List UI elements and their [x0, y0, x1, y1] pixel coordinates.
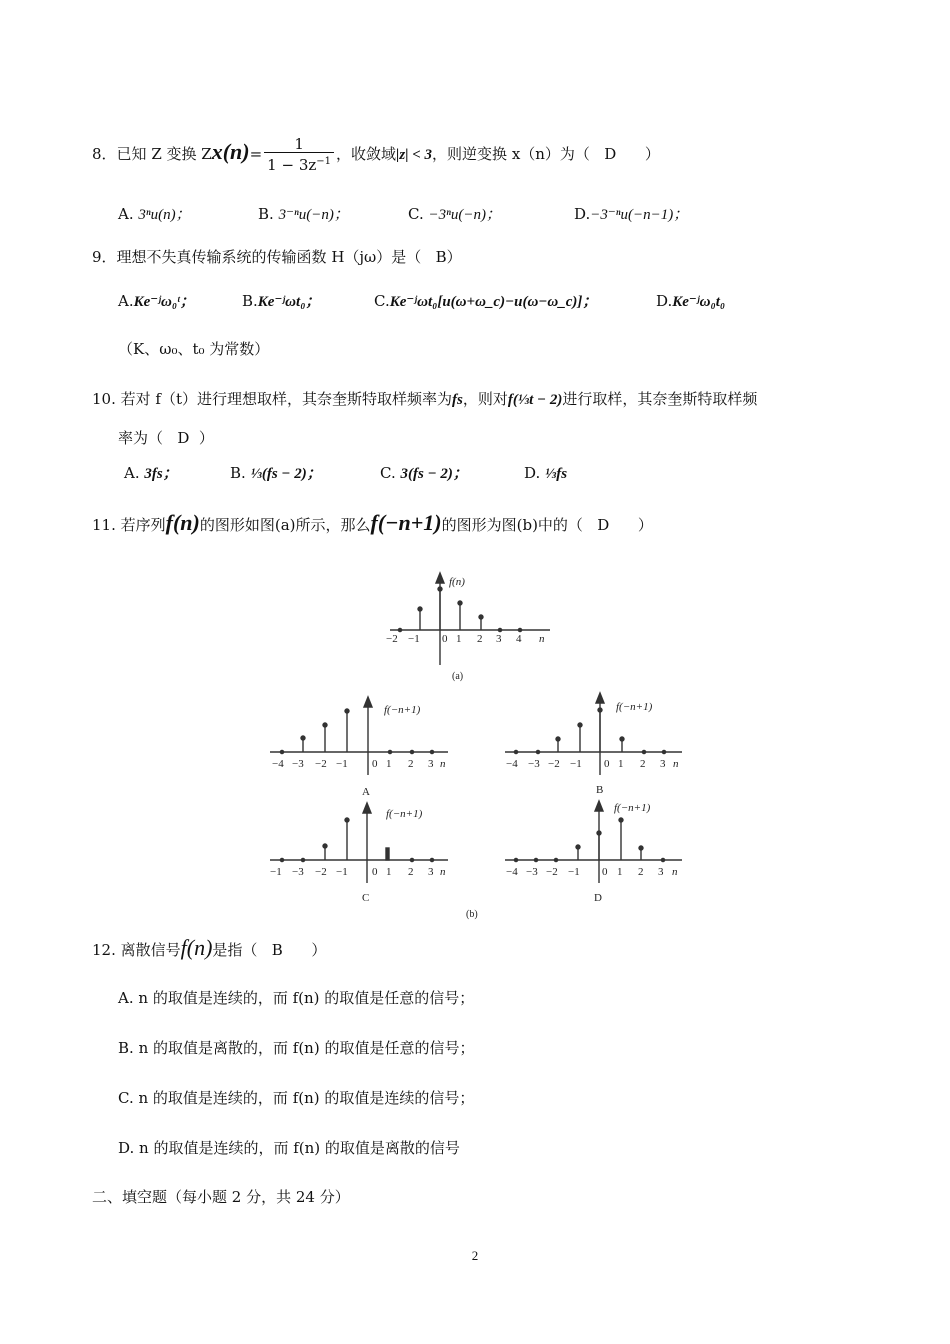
q12-text-2: 是指（ — [212, 941, 258, 959]
sub-a-tick: 1 — [386, 758, 392, 770]
q8-option-b: B. 3⁻ⁿu(−n)； — [258, 205, 349, 223]
fig-a-tick: 2 — [477, 633, 483, 645]
q8-stem — [92, 136, 660, 174]
sub-d-label: f(−n+1) — [614, 802, 651, 814]
q8-frac-den-exp: −1 — [316, 156, 332, 167]
q9-answer: B — [435, 248, 447, 266]
sub-d-tick: −1 — [568, 866, 580, 878]
fig-a-label: f(n) — [449, 576, 465, 588]
q10-text-2: ，则对 — [462, 390, 508, 408]
sub-b-tick: −4 — [506, 758, 518, 770]
page-number: 2 — [471, 1248, 479, 1263]
fig-a-axis-n: n — [539, 633, 545, 645]
q11-answer: D — [597, 516, 610, 534]
q12-option-d: D. n 的取值是连续的，而 f(n) 的取值是离散的信号 — [118, 1139, 460, 1157]
q10-number: 10. — [92, 390, 116, 408]
q12-close: ） — [311, 941, 327, 959]
q9-close: ） — [446, 248, 462, 266]
q8-xn: x(n) — [211, 139, 250, 164]
sub-b-axis-n: n — [673, 758, 679, 770]
q8-text-3: ，则逆变换 x（n）为（ — [432, 145, 590, 163]
q12-option-a: A. n 的取值是连续的，而 f(n) 的取值是任意的信号； — [118, 989, 475, 1007]
sub-a-tick: −3 — [292, 758, 304, 770]
q9-options — [118, 290, 725, 313]
q11-text-3: 的图形为图(b)中的（ — [441, 516, 583, 534]
section-2-heading: 二、填空题（每小题 2 分，共 24 分） — [92, 1188, 350, 1206]
q8-frac-num: 1 — [294, 135, 304, 153]
sub-d-axis-n: n — [672, 866, 678, 878]
sub-d-tick: 3 — [658, 866, 664, 878]
q11-fn: f(n) — [165, 510, 200, 535]
sub-b-tick: −1 — [570, 758, 582, 770]
fig-a-tick: 3 — [496, 633, 502, 645]
fig-b-caption: (b) — [466, 909, 478, 920]
q8-close: ） — [644, 145, 660, 163]
sub-a-axis-n: n — [440, 758, 446, 770]
q8-options — [118, 203, 688, 226]
q12-fn: f(n) — [180, 935, 213, 960]
q12-text: 离散信号 — [120, 941, 181, 959]
fig-a-caption: (a) — [452, 671, 464, 682]
q10-stem — [92, 388, 757, 411]
fig-a-tick: −1 — [408, 633, 420, 645]
q11-number: 11. — [92, 516, 116, 534]
q11-figure — [0, 565, 950, 925]
sub-a-tick: −4 — [272, 758, 284, 770]
sub-a-tick: 2 — [408, 758, 414, 770]
q8-option-a: A. 3ⁿu(n)； — [118, 205, 191, 223]
q9-text: 理想不失真传输系统的传输函数 H（jω）是（ — [116, 248, 422, 266]
q10-stem-2 — [118, 427, 214, 449]
sub-b-tick: −3 — [528, 758, 540, 770]
sub-d-tick: 1 — [617, 866, 623, 878]
q10-answer: D — [177, 429, 190, 447]
q9-option-c: C.Ke⁻ʲωt₀[u(ω+ω_c)−u(ω−ω_c)]； — [374, 292, 598, 310]
q9-note: （K、ω₀、t₀ 为常数） — [118, 340, 270, 358]
q9-option-d: D.Ke⁻ʲω₀t₀ — [656, 292, 726, 310]
q8-eq: = — [249, 145, 263, 163]
sub-c-caption: C — [362, 892, 370, 904]
q8-text-2: ，收敛域 — [336, 145, 397, 163]
sub-b-tick: −2 — [548, 758, 560, 770]
sub-c-label: f(−n+1) — [386, 808, 423, 820]
q9-number: 9． — [92, 248, 117, 266]
q10-option-c: C. 3(fs − 2)； — [380, 464, 468, 482]
q10-option-b: B. ⅓(fs − 2)； — [230, 464, 322, 482]
q8-frac-den: 1 − 3z — [267, 156, 317, 174]
q11-fn2: f(−n+1) — [370, 510, 442, 535]
sub-a-tick: 3 — [428, 758, 434, 770]
q11-text-2: 的图形如图(a)所示，那么 — [199, 516, 371, 534]
sub-c-tick: 3 — [428, 866, 434, 878]
q12-number: 12. — [92, 941, 116, 959]
sub-b-tick: 0 — [604, 758, 610, 770]
q8-option-d: D.−3⁻ⁿu(−n−1)； — [574, 205, 689, 223]
q8-roc: |z| < 3 — [396, 147, 433, 163]
q10-text-1: 若对 f（t）进行理想取样，其奈奎斯特取样频率为 — [120, 390, 452, 408]
q9-option-b: B.Ke⁻ʲωt₀； — [242, 292, 321, 310]
q12-option-b: B. n 的取值是离散的，而 f(n) 的取值是任意的信号； — [118, 1039, 475, 1057]
q12-stem — [92, 937, 326, 961]
sub-b-tick: 2 — [640, 758, 646, 770]
q11-text-1: 若序列 — [120, 516, 166, 534]
q11-stem — [92, 512, 653, 536]
q8-number: 8． — [92, 145, 117, 163]
fig-a-stem-plot — [390, 573, 550, 665]
sub-d-tick: −3 — [526, 866, 538, 878]
sub-b-label: f(−n+1) — [616, 701, 653, 713]
sub-c-tick: −2 — [315, 866, 327, 878]
q12-answer: B — [271, 941, 283, 959]
q8-answer: D — [604, 145, 617, 163]
q10-fs: fs — [452, 392, 463, 408]
sub-c-tick: 1 — [386, 866, 392, 878]
sub-c-tick: −1 — [336, 866, 348, 878]
q10-text-4: 率为（ — [118, 429, 164, 447]
fig-a-tick: 4 — [516, 633, 522, 645]
sub-c-tick: −1 — [270, 866, 282, 878]
sub-b-caption: B — [596, 784, 604, 796]
sub-a-tick: −1 — [336, 758, 348, 770]
fig-a-tick: 0 — [442, 633, 448, 645]
sub-d-tick: −4 — [506, 866, 518, 878]
sub-c-axis-n: n — [440, 866, 446, 878]
q8-option-c: C. −3ⁿu(−n)； — [408, 205, 501, 223]
q12-option-c: C. n 的取值是连续的，而 f(n) 的取值是连续的信号； — [118, 1089, 475, 1107]
sub-d-tick: −2 — [546, 866, 558, 878]
sub-a-label: f(−n+1) — [384, 704, 421, 716]
sub-d-tick: 2 — [638, 866, 644, 878]
sub-a-caption: A — [362, 786, 370, 798]
q10-text-3: 进行取样，其奈奎斯特取样频 — [562, 390, 758, 408]
sub-c-tick: 2 — [408, 866, 414, 878]
q8-fraction — [264, 136, 334, 174]
sub-c-tick: −3 — [292, 866, 304, 878]
q10-options — [124, 462, 567, 485]
sub-a-tick: −2 — [315, 758, 327, 770]
sub-b-tick: 1 — [618, 758, 624, 770]
q9-stem — [92, 246, 462, 268]
q8-text-1: 已知 Z 变换 Z — [116, 145, 212, 163]
sub-b-tick: 3 — [660, 758, 666, 770]
q10-option-d: D. ⅓fs — [524, 464, 568, 482]
sub-a-tick: 0 — [372, 758, 378, 770]
sub-d-tick: 0 — [602, 866, 608, 878]
sub-d-caption: D — [594, 892, 602, 904]
fig-a-tick: 1 — [456, 633, 462, 645]
q11-close: ） — [637, 516, 653, 534]
fig-a-tick: −2 — [386, 633, 398, 645]
q9-option-a: A.Ke⁻ʲω₀ᵗ； — [118, 292, 195, 310]
sub-c-tick: 0 — [372, 866, 378, 878]
q10-expr: f(⅓t − 2) — [507, 392, 563, 408]
q10-close: ） — [198, 429, 214, 447]
q10-option-a: A. 3fs； — [124, 464, 178, 482]
